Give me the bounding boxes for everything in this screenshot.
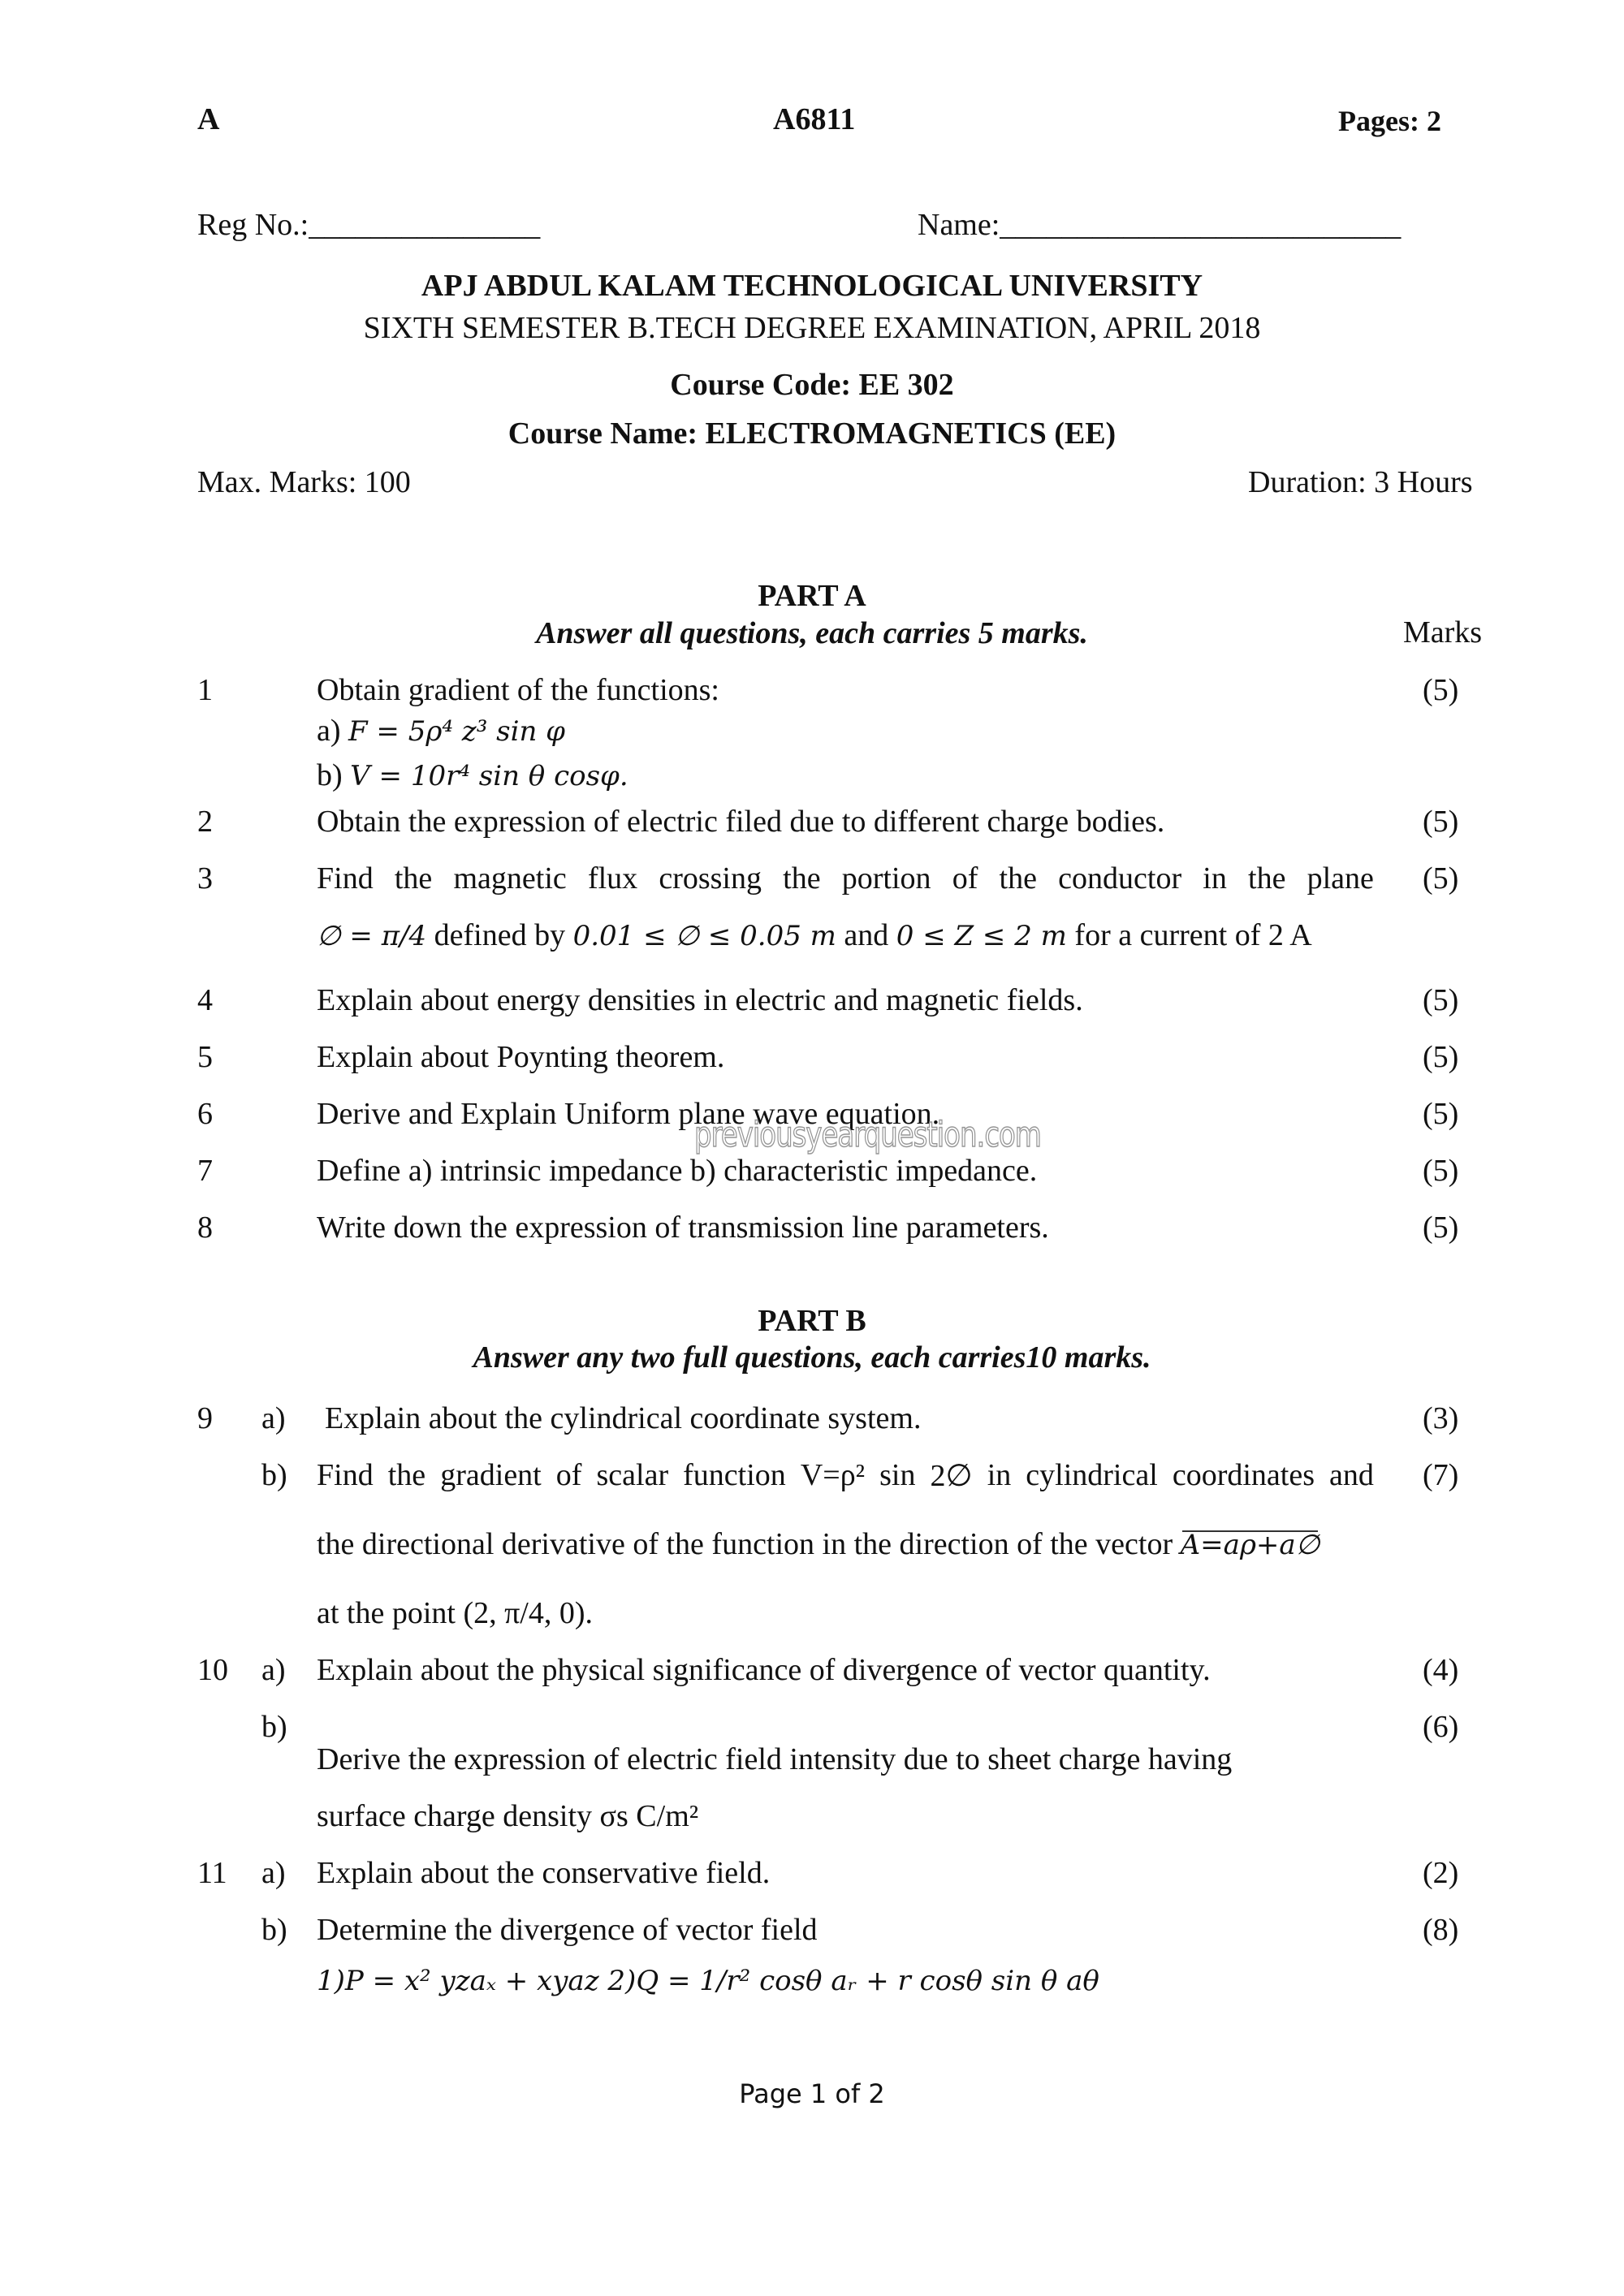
- question-2: [0, 804, 1624, 839]
- paper-code: A6811: [773, 102, 856, 136]
- question-number: 2: [197, 805, 213, 839]
- question-text: Explain about the conservative field.: [317, 1856, 771, 1890]
- question-11b: [0, 1912, 1624, 1948]
- question-9a: [0, 1400, 1624, 1436]
- question-10b-line1: [0, 1741, 1624, 1777]
- question-3-line2: ∅ = π/4 defined by 0.01 ≤ ∅ ≤ 0.05 m and 0 ≤ Z ≤ 2 m for a current of 2 A: [317, 918, 1312, 952]
- question-1b: [0, 757, 1624, 793]
- question-text: Explain about the cylindrical coordinate system.: [325, 1401, 922, 1435]
- question-11b-math: [0, 1965, 1624, 2000]
- sub-label: b): [261, 1710, 287, 1744]
- question-7: [0, 1153, 1624, 1189]
- part-a-instruction: Answer all questions, each carries 5 marks.: [536, 616, 1088, 650]
- sub-label: b): [261, 1913, 287, 1947]
- part-b-instruction: Answer any two full questions, each carries10 marks.: [473, 1340, 1151, 1375]
- question-marks: (2): [1423, 1856, 1459, 1890]
- question-10b: [0, 1709, 1624, 1745]
- question-8: [0, 1210, 1624, 1245]
- question-text: Write down the expression of transmission line parameters.: [317, 1211, 1049, 1245]
- course-code: Course Code: EE 302: [670, 368, 954, 402]
- question-number: 9: [197, 1401, 213, 1435]
- sub-label: b): [261, 1458, 287, 1492]
- sub-label: a): [261, 1856, 286, 1890]
- max-marks: Max. Marks: 100: [197, 465, 411, 499]
- question-marks: (5): [1423, 1211, 1459, 1245]
- question-text: Explain about Poynting theorem.: [317, 1040, 725, 1074]
- candidate-name-field: Name:__________________________: [918, 208, 1402, 242]
- question-number: 11: [197, 1856, 227, 1890]
- math-expression: 0.01 ≤ ∅ ≤ 0.05 m: [572, 920, 836, 952]
- question-text: Derive the expression of electric field intensity due to sheet charge having: [317, 1742, 1233, 1776]
- question-number: 4: [197, 983, 213, 1017]
- question-10b-line2: [0, 1798, 1624, 1834]
- question-text: Define a) intrinsic impedance b) characteristic impedance.: [317, 1154, 1038, 1188]
- question-marks: (5): [1423, 1154, 1459, 1188]
- question-text: Obtain the expression of electric filed due to different charge bodies.: [317, 805, 1165, 839]
- question-marks: (4): [1423, 1653, 1459, 1687]
- question-text: Determine the divergence of vector field: [317, 1913, 818, 1947]
- part-b-title: PART B: [758, 1304, 866, 1338]
- question-number: 5: [197, 1040, 213, 1074]
- question-text: surface charge density σs C/m²: [317, 1799, 699, 1833]
- question-marks: (5): [1423, 1097, 1459, 1131]
- marks-header: Marks: [1403, 615, 1483, 650]
- sub-label: a): [261, 1401, 286, 1435]
- question-text: at the point (2, π/4, 0).: [317, 1596, 594, 1630]
- math-expression: 1)P = x² yzaₓ + xyaz 2)Q = 1/r² cosθ aᵣ + r cosθ sin θ aθ: [317, 1965, 1099, 1997]
- question-number: 10: [197, 1653, 228, 1687]
- question-10a: [0, 1652, 1624, 1688]
- duration: Duration: 3 Hours: [1248, 465, 1473, 499]
- question-9b: [0, 1457, 1624, 1493]
- question-text: Explain about energy densities in electric and magnetic fields.: [317, 983, 1083, 1017]
- question-number: 1: [197, 673, 213, 707]
- question-number: 6: [197, 1097, 213, 1131]
- question-text: Find the magnetic flux crossing the portion of the conductor in the plane: [317, 861, 1374, 896]
- question-marks: (5): [1423, 861, 1459, 896]
- question-marks: (5): [1423, 1040, 1459, 1074]
- question-5: [0, 1039, 1624, 1075]
- watermark: previousyearquestion.com: [694, 1115, 1041, 1155]
- question-number: 7: [197, 1154, 213, 1188]
- question-4: [0, 982, 1624, 1018]
- math-expression: F = 5ρ⁴ z³ sin φ: [348, 715, 565, 748]
- part-a-title: PART A: [758, 579, 866, 613]
- page-count: Pages: 2: [1338, 105, 1441, 137]
- question-text: Explain about the physical significance of divergence of vector quantity.: [317, 1653, 1211, 1687]
- question-marks: (5): [1423, 983, 1459, 1017]
- course-name: Course Name: ELECTROMAGNETICS (EE): [508, 416, 1116, 451]
- question-marks: (6): [1423, 1710, 1459, 1744]
- question-3: [0, 861, 1624, 896]
- page-footer: Page 1 of 2: [739, 2078, 885, 2109]
- math-expression: ∅ = π/4: [317, 920, 427, 952]
- question-marks: (7): [1423, 1458, 1459, 1492]
- question-marks: (3): [1423, 1401, 1459, 1435]
- question-1a: [0, 713, 1624, 749]
- question-number: 8: [197, 1211, 213, 1245]
- semester-line: SIXTH SEMESTER B.TECH DEGREE EXAMINATION, APRIL 2018: [363, 311, 1261, 345]
- question-text: Find the gradient of scalar function V=ρ² sin 2∅ in cylindrical coordinates and: [317, 1458, 1374, 1493]
- question-text: Derive and Explain Uniform plane wave equation.: [317, 1097, 940, 1131]
- question-number: 3: [197, 861, 213, 896]
- math-expression: 0 ≤ Z ≤ 2 m: [896, 920, 1067, 952]
- sub-label: b): [317, 758, 351, 792]
- question-marks: (5): [1423, 673, 1459, 707]
- university-title: APJ ABDUL KALAM TECHNOLOGICAL UNIVERSITY: [421, 269, 1203, 303]
- question-text: Obtain gradient of the functions:: [317, 673, 719, 707]
- sub-label: a): [317, 714, 349, 748]
- question-1: [0, 672, 1624, 708]
- question-9b-line3: [0, 1595, 1624, 1631]
- set-label: A: [197, 102, 220, 136]
- question-marks: (5): [1423, 805, 1459, 839]
- question-9b-line2: the directional derivative of the function in the direction of the vector A=aρ+a∅: [317, 1527, 1320, 1561]
- question-marks: (8): [1423, 1913, 1459, 1947]
- sub-label: a): [261, 1653, 286, 1687]
- reg-no-field: Reg No.:_______________: [197, 208, 541, 242]
- question-11a: [0, 1855, 1624, 1891]
- vector-expression: A=aρ+a∅: [1180, 1529, 1320, 1561]
- math-expression: V = 10r⁴ sin θ cosφ.: [350, 760, 628, 792]
